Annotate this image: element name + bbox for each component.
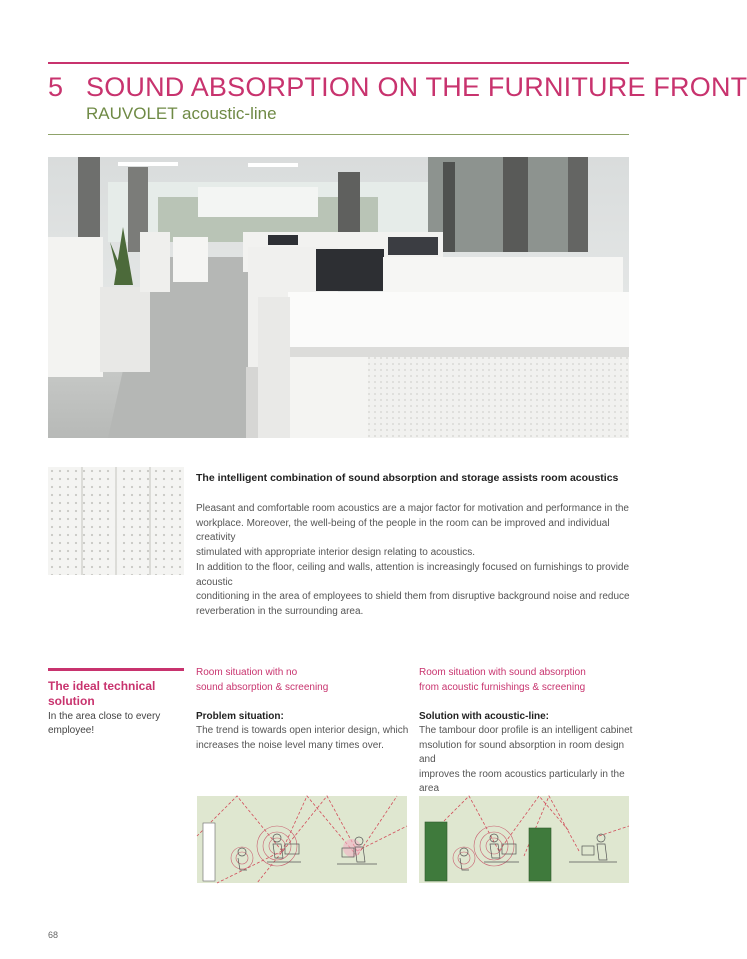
text-line: The trend is towards open interior design, which [196,725,409,736]
office-photo [48,157,629,438]
text-line: In addition to the floor, ceiling and walls, attention is increasingly focused on furnishings to provide acoustic [196,562,630,588]
text-line: employee! [48,725,95,736]
intro-paragraph-1 [196,502,631,560]
intro-lead: The intelligent combination of sound absorption and storage assists room acoustics [196,472,619,484]
intro-paragraph-2 [196,561,631,619]
text-line: conditioning in the area of employees to shield them from disruptive background noise and reduce [196,591,630,602]
text-line: The ideal technical [48,679,156,693]
text-line: Room situation with no [196,667,298,678]
column-1-subheading: Problem situation: [196,711,284,722]
sidebar-title [48,679,188,709]
text-line: workplace. Moreover, the well-being of the people in the room can be improved and individual creativity [196,517,610,543]
sidebar-text [48,710,188,738]
text-line: msolution for sound absorption in room design and [419,739,625,765]
text-line: solution [48,694,95,708]
illustration-no-absorption [197,796,407,883]
header-top-rule [48,62,629,64]
page-title [48,72,747,103]
page-number: 68 [48,930,59,940]
column-1-body [196,724,411,753]
acoustic-material-swatch [48,467,184,575]
sidebar-rule [48,668,184,671]
chapter-title: SOUND ABSORPTION ON THE FURNITURE FRONT [86,72,747,102]
text-line: stimulated with appropriate interior design relating to acoustics. [196,546,476,558]
chapter-number: 5 [48,72,64,102]
text-line: sound absorption & screening [196,682,329,693]
column-1-heading [196,665,328,695]
text-line: The tambour door profile is an intelligent cabinet [419,725,633,736]
page-subtitle: RAUVOLET acoustic-line [86,104,277,123]
text-line: Room situation with sound absorption [419,667,586,678]
text-line: Pleasant and comfortable room acoustics are a major factor for motivation and performance in the [196,503,629,514]
column-2-heading [419,665,586,695]
text-line: reverberation in the surrounding area. [196,605,364,617]
illustration-with-absorption [419,796,629,883]
text-line: improves the room acoustics particularly in the area [419,768,625,794]
column-2-subheading: Solution with acoustic-line: [419,711,549,722]
text-line: increases the noise level many times over. [196,739,384,751]
text-line: from acoustic furnishings & screening [419,682,586,693]
text-line: In the area close to every [48,711,161,722]
header-bottom-rule [48,134,629,135]
